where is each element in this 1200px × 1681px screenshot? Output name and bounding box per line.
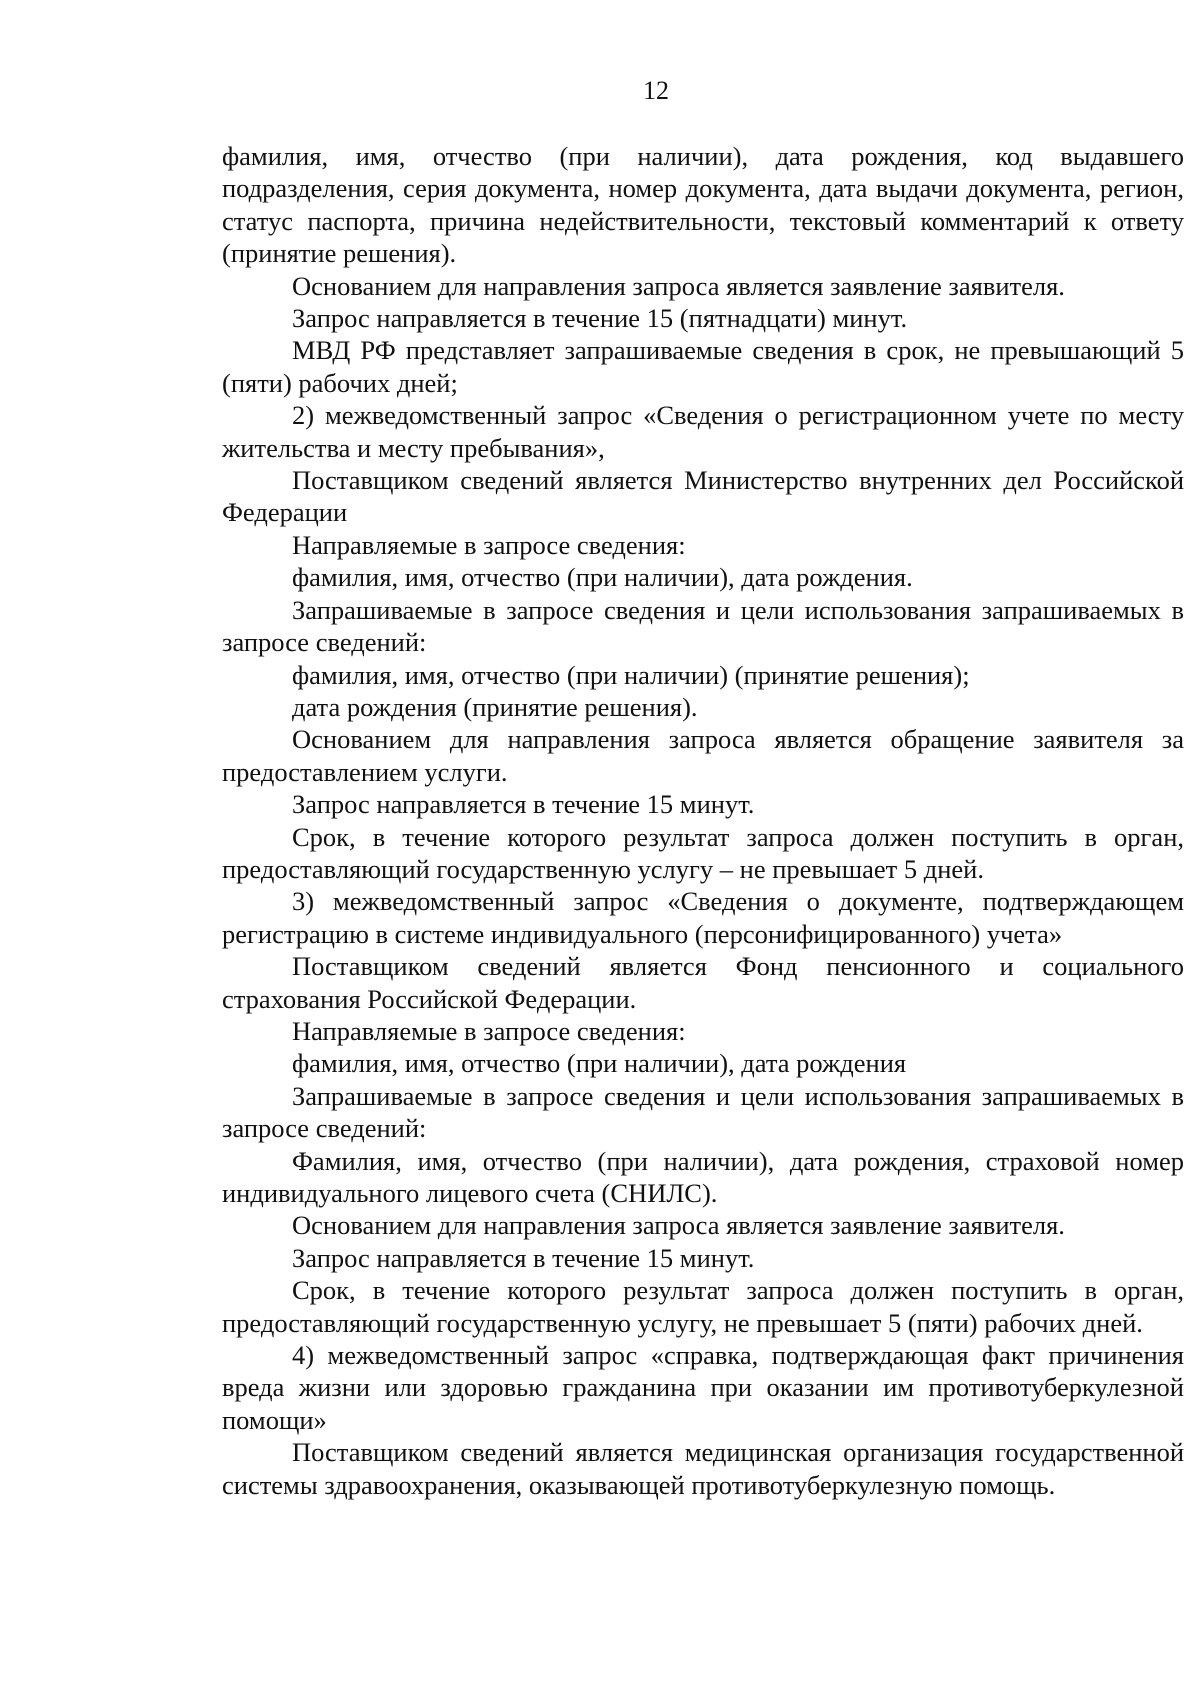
page-number: 12	[643, 76, 669, 105]
paragraph: Поставщиком сведений является Фонд пенсионного и социального страхования Российской Федерации.	[222, 951, 1184, 1014]
paragraph: Запрос направляется в течение 15 (пятнадцати) минут.	[292, 303, 908, 334]
document-body	[222, 140, 1184, 1501]
paragraph: Поставщиком сведений является Министерство внутренних дел Российской Федерации	[222, 465, 1184, 528]
paragraph: Основанием для направления запроса является заявление заявителя.	[292, 1210, 1065, 1241]
paragraph: Направляемые в запросе сведения:	[292, 529, 686, 560]
paragraph: фамилия, имя, отчество (при наличии) (принятие решения);	[292, 659, 970, 690]
paragraph: фамилия, имя, отчество (при наличии), дата рождения, код выдавшего подразделения, серия документа, номер документа, дата выдачи документа, регион, статус паспорта, причина недействительности, текстовый комментарий к ответу (принятие решения).	[222, 141, 1184, 269]
paragraph: дата рождения (принятие решения).	[292, 691, 698, 722]
paragraph: Основанием для направления запроса является заявление заявителя.	[292, 270, 1065, 301]
paragraph: МВД РФ представляет запрашиваемые сведения в срок, не превышающий 5 (пяти) рабочих дней;	[222, 335, 1184, 398]
paragraph: 2) межведомственный запрос «Сведения о регистрационном учете по месту жительства и месту пребывания»,	[222, 400, 1184, 463]
paragraph: Запрос направляется в течение 15 минут.	[292, 789, 755, 820]
paragraph: Поставщиком сведений является медицинская организация государственной системы здравоохранения, оказывающей противотуберкулезную помощь.	[222, 1437, 1184, 1500]
paragraph: Направляемые в запросе сведения:	[292, 1015, 686, 1046]
paragraph: фамилия, имя, отчество (при наличии), дата рождения.	[292, 562, 913, 593]
paragraph: 4) межведомственный запрос «справка, подтверждающая факт причинения вреда жизни или здоровью гражданина при оказании им противотуберкулезной помощи»	[222, 1340, 1184, 1435]
paragraph: Запрашиваемые в запросе сведения и цели использования запрашиваемых в запросе сведений:	[222, 1080, 1184, 1144]
paragraph: Срок, в течение которого результат запроса должен поступить в орган, предоставляющий государственную услугу – не превышает 5 дней.	[222, 821, 1184, 884]
paragraph: Запрашиваемые в запросе сведения и цели использования запрашиваемых в запросе сведений:	[222, 594, 1184, 658]
paragraph: Основанием для направления запроса является обращение заявителя за предоставлением услуги.	[222, 724, 1184, 787]
paragraph: фамилия, имя, отчество (при наличии), дата рождения	[292, 1048, 907, 1079]
paragraph: Срок, в течение которого результат запроса должен поступить в орган, предоставляющий государственную услугу, не превышает 5 (пяти) рабочих дней.	[222, 1275, 1184, 1338]
paragraph: Запрос направляется в течение 15 минут.	[292, 1242, 755, 1273]
paragraph: 3) межведомственный запрос «Сведения о документе, подтверждающем регистрацию в системе индивидуального (персонифицированного) учета»	[222, 886, 1184, 949]
paragraph: Фамилия, имя, отчество (при наличии), дата рождения, страховой номер индивидуального лицевого счета (СНИЛС).	[222, 1145, 1184, 1208]
